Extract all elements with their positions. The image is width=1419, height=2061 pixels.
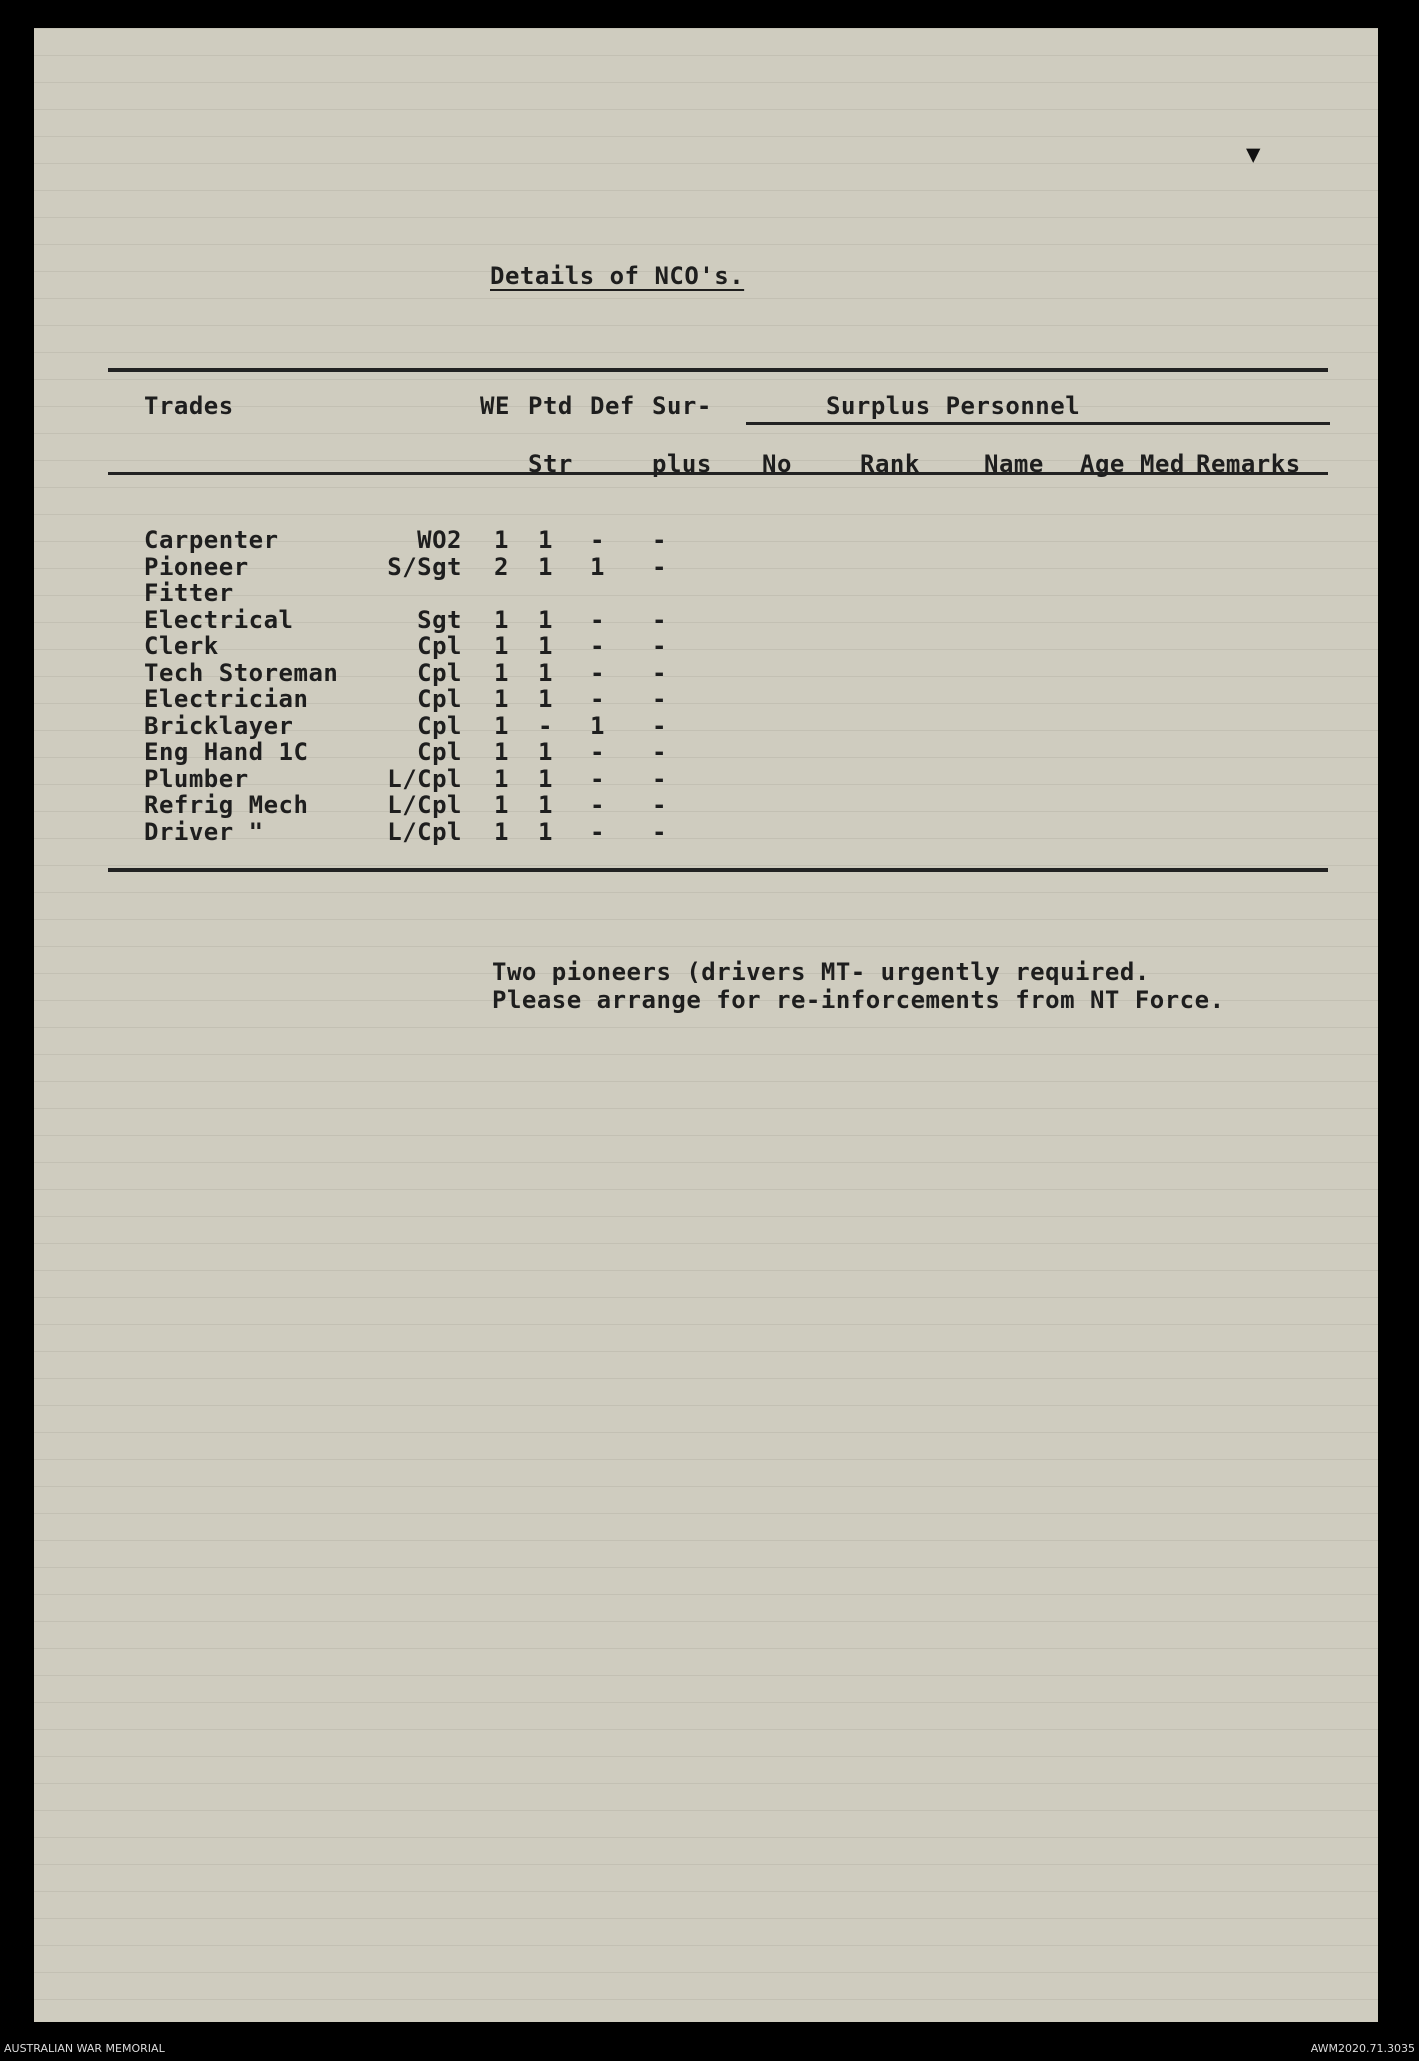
cell-surplus: - bbox=[652, 711, 667, 740]
cell-we: 1 bbox=[494, 764, 509, 793]
cell-surplus: - bbox=[652, 791, 667, 819]
header-ptd: Ptd bbox=[528, 392, 573, 420]
cell-we: 1 bbox=[494, 632, 509, 660]
cell-we: 1 bbox=[494, 526, 509, 554]
cell-surplus: - bbox=[652, 685, 667, 713]
document-page bbox=[34, 28, 1378, 2022]
document-title: Details of NCO's. bbox=[490, 262, 745, 290]
cell-trade: Plumber bbox=[144, 764, 249, 793]
header-name: Name bbox=[984, 450, 1044, 478]
cell-trade: Driver " bbox=[144, 817, 264, 846]
cell-ptd: 1 bbox=[538, 764, 553, 793]
cell-def: - bbox=[590, 605, 605, 634]
table-top-rule bbox=[108, 368, 1328, 372]
cell-we: 1 bbox=[494, 791, 509, 819]
cell-rank: Cpl bbox=[417, 658, 462, 687]
cell-rank: L/Cpl bbox=[387, 791, 462, 819]
cell-def: - bbox=[590, 658, 605, 687]
cell-def: - bbox=[590, 791, 605, 819]
footer-right: AWM2020.71.3035 bbox=[1310, 2042, 1415, 2055]
cell-surplus: - bbox=[652, 526, 667, 554]
cell-we: 1 bbox=[494, 658, 509, 687]
cell-rank: Cpl bbox=[417, 685, 462, 713]
cell-rank: Cpl bbox=[417, 738, 462, 766]
cell-rank: Sgt bbox=[417, 605, 462, 634]
header-rank: Rank bbox=[860, 450, 920, 478]
header-age: Age bbox=[1080, 450, 1125, 478]
cell-ptd: 1 bbox=[538, 738, 553, 766]
cell-surplus: - bbox=[652, 632, 667, 660]
cell-trade: Pioneer bbox=[144, 552, 249, 581]
cell-rank: Cpl bbox=[417, 632, 462, 660]
cell-we: 1 bbox=[494, 605, 509, 634]
cell-ptd: 1 bbox=[538, 791, 553, 819]
cell-trade: Bricklayer bbox=[144, 711, 294, 740]
note-line-2: Please arrange for re-inforcements from NT Force. bbox=[492, 986, 1225, 1014]
cell-trade: Carpenter bbox=[144, 526, 279, 554]
cell-surplus: - bbox=[652, 658, 667, 687]
cell-def: - bbox=[590, 817, 605, 846]
cell-trade: Electrician bbox=[144, 685, 309, 713]
header-plus: plus bbox=[652, 450, 712, 478]
cell-surplus: - bbox=[652, 605, 667, 634]
cell-ptd: 1 bbox=[538, 632, 553, 660]
cell-surplus: - bbox=[652, 552, 667, 581]
cell-surplus: - bbox=[652, 817, 667, 846]
cell-def: - bbox=[590, 738, 605, 766]
cell-ptd: 1 bbox=[538, 552, 553, 581]
cell-trade: Tech Storeman bbox=[144, 658, 339, 687]
cell-we: 1 bbox=[494, 817, 509, 846]
footer-left: AUSTRALIAN WAR MEMORIAL bbox=[4, 2042, 165, 2055]
surplus-personnel-rule bbox=[746, 422, 1330, 425]
header-med: Med bbox=[1140, 450, 1185, 478]
cell-ptd: - bbox=[538, 711, 553, 740]
cell-rank: L/Cpl bbox=[387, 764, 462, 793]
header-def: Def bbox=[590, 392, 635, 420]
cell-we: 1 bbox=[494, 738, 509, 766]
header-remarks: Remarks bbox=[1196, 450, 1301, 478]
table-bottom-rule bbox=[108, 868, 1328, 872]
cell-surplus: - bbox=[652, 738, 667, 766]
cell-rank: WO2 bbox=[417, 526, 462, 554]
cell-we: 1 bbox=[494, 711, 509, 740]
header-trades: Trades bbox=[144, 392, 234, 420]
header-we: WE bbox=[480, 392, 510, 420]
cell-ptd: 1 bbox=[538, 526, 553, 554]
ink-mark: ▼ bbox=[1246, 140, 1261, 168]
cell-rank: S/Sgt bbox=[387, 552, 462, 581]
cell-def: 1 bbox=[590, 552, 605, 581]
cell-trade: Electrical bbox=[144, 605, 294, 634]
note-line-1: Two pioneers (drivers MT- urgently required. bbox=[492, 958, 1150, 986]
cell-trade: Refrig Mech bbox=[144, 791, 309, 819]
cell-def: - bbox=[590, 632, 605, 660]
header-sur: Sur- bbox=[652, 392, 712, 420]
cell-trade: Clerk bbox=[144, 632, 219, 660]
cell-we: 2 bbox=[494, 552, 509, 581]
cell-rank: L/Cpl bbox=[387, 817, 462, 846]
header-surplus-personnel: Surplus Personnel bbox=[826, 392, 1081, 420]
cell-def: - bbox=[590, 764, 605, 793]
cell-ptd: 1 bbox=[538, 817, 553, 846]
cell-ptd: 1 bbox=[538, 605, 553, 634]
cell-rank: Cpl bbox=[417, 711, 462, 740]
cell-def: 1 bbox=[590, 711, 605, 740]
header-no: No bbox=[762, 450, 792, 478]
cell-surplus: - bbox=[652, 764, 667, 793]
cell-ptd: 1 bbox=[538, 685, 553, 713]
cell-trade: Eng Hand 1C bbox=[144, 738, 309, 766]
header-str: Str bbox=[528, 450, 573, 478]
cell-def: - bbox=[590, 685, 605, 713]
cell-def: - bbox=[590, 526, 605, 554]
cell-ptd: 1 bbox=[538, 658, 553, 687]
cell-trade: Fitter bbox=[144, 579, 234, 607]
cell-we: 1 bbox=[494, 685, 509, 713]
